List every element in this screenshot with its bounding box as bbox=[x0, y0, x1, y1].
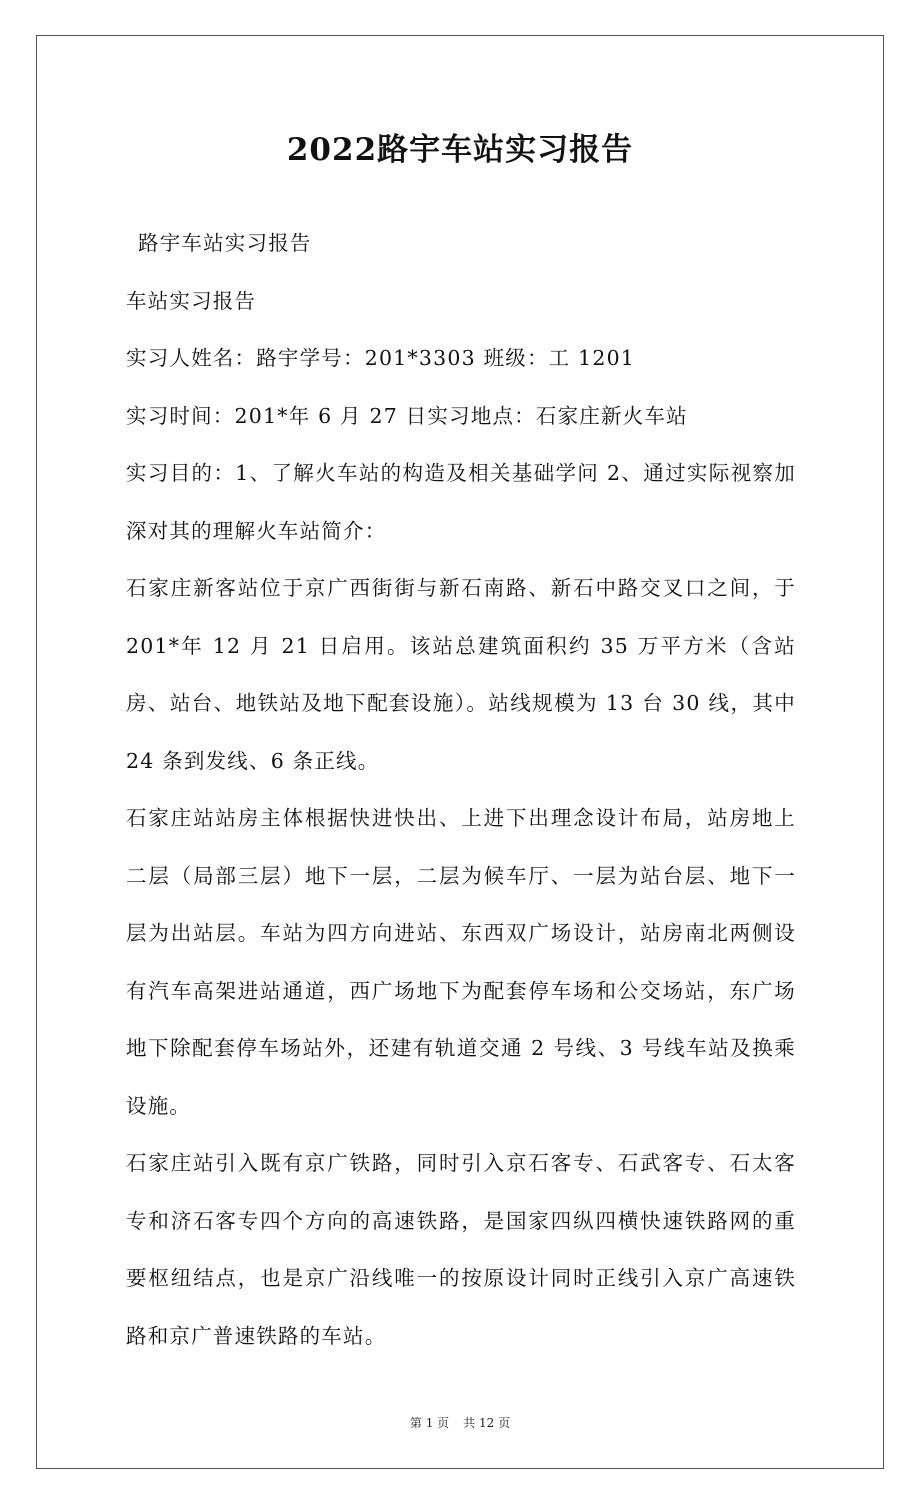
paragraph-station-intro: 石家庄新客站位于京广西街街与新石南路、新石中路交叉口之间，于 201*年 12 月 21 日启用。该站总建筑面积约 35 万平方米（含站房、站台、地铁站及地下配套设施）。站线规模为 13 台 30 线，其中 24 条到发线、6 条正线。 bbox=[126, 576, 796, 773]
paragraph-intern-info: 实习人姓名：路宇学号：201*3303 班级：工 1201 bbox=[126, 346, 636, 370]
page-footer bbox=[0, 1414, 920, 1432]
paragraph-report-heading: 车站实习报告 bbox=[126, 288, 257, 313]
paragraph-purpose: 实习目的：1、了解火车站的构造及相关基础学问 2、通过实际视察加深对其的理解火车站简介： bbox=[126, 461, 796, 543]
document-title: 2022路宇车站实习报告 bbox=[286, 132, 634, 168]
paragraph-railway-lines: 石家庄站引入既有京广铁路，同时引入京石客专、石武客专、石太客专和济石客专四个方向的高速铁路，是国家四纵四横快速铁路网的重要枢纽结点，也是京广沿线唯一的按原设计同时正线引入京广高速铁路和京广普速铁路的车站。 bbox=[126, 1151, 796, 1348]
paragraph-intern-time-place: 实习时间：201*年 6 月 27 日实习地点：石家庄新火车站 bbox=[126, 403, 688, 428]
page-total: 共 12 页 bbox=[463, 1416, 511, 1430]
paragraph-subtitle: 路宇车站实习报告 bbox=[138, 231, 312, 255]
document-body bbox=[126, 215, 796, 1365]
page-number: 第 1 页 bbox=[409, 1416, 450, 1430]
paragraph-station-layout: 石家庄站站房主体根据快进快出、上进下出理念设计布局，站房地上二层（局部三层）地下一层，二层为候车厅、一层为站台层、地下一层为出站层。车站为四方向进站、东西双广场设计，站房南北两侧设有汽车高架进站通道，西广场地下为配套停车场和公交场站，东广场地下除配套停车场站外，还建有轨道交通 2 号线、3 号线车站及换乘设施。 bbox=[126, 806, 796, 1118]
